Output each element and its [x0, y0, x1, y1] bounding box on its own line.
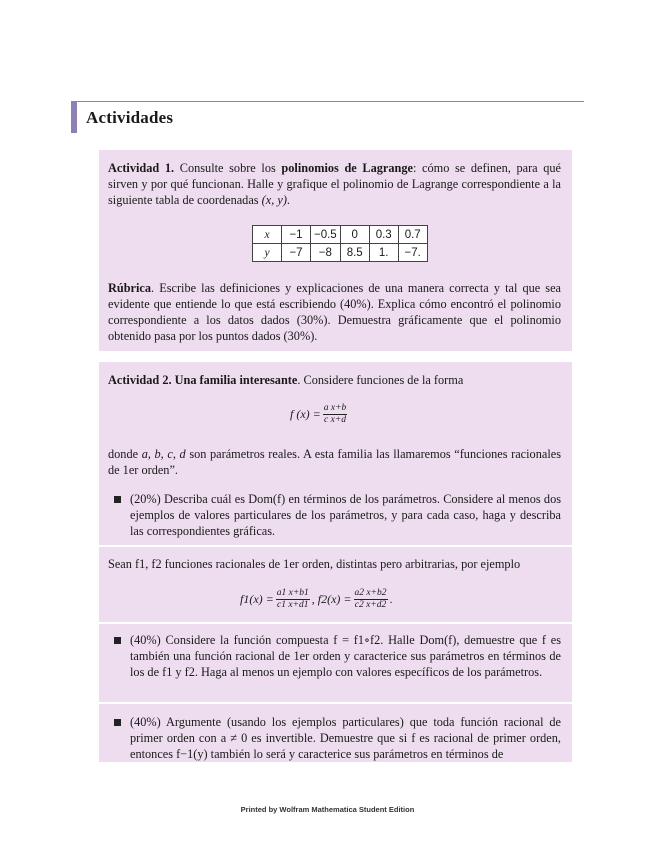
params-text	[108, 446, 561, 478]
print-footer: Printed by Wolfram Mathematica Student Edition	[240, 805, 415, 814]
params-vars: a, b, c, d	[141, 447, 186, 461]
activity-2-intro-text: . Considere funciones de la forma	[297, 373, 464, 387]
table-cell: 8.5	[340, 244, 369, 262]
activity-1-body: : cómo se definen, para qué sirven y por qué funcionan. Halle y grafique el polinomio de Lagrange correspondiente a la siguiente tabla de coordenadas	[108, 161, 562, 207]
bullet-item-2: (40%) Considere la función compuesta f = f1∘f2. Halle Dom(f), demuestre que f es también una función racional de 1er orden y caracterice sus parámetros en términos de los de f1 y f2. Haga al menos un ejemplo con valores específicos de los parámetros.	[130, 633, 561, 679]
bullet-marker	[114, 719, 121, 726]
params-body: son parámetros reales. A esta familia las llamaremos “funciones racionales de 1er orden”.	[108, 447, 561, 477]
table-cell: 0.3	[369, 226, 398, 244]
rubric-text	[108, 280, 561, 344]
table-header-x: x	[253, 226, 282, 244]
table-cell: −8	[311, 244, 341, 262]
f1-lhs: f1(x) =	[240, 592, 274, 606]
table-cell: 0.7	[398, 226, 427, 244]
formula-general	[290, 403, 349, 426]
formula-lhs: f (x) =	[290, 407, 321, 421]
table-cell: −0.5	[311, 226, 341, 244]
f1-denominator: c1 x+d1	[277, 600, 309, 610]
bullet-item-3: (40%) Argumente (usando los ejemplos particulares) que toda función racional de primer orden con a ≠ 0 es invertible. Demuestre que si f es racional de primer orden, entonces f−1(y) también lo será y caracterice sus parámetros en términos de	[130, 715, 561, 761]
bullet-item-1: (20%) Describa cuál es Dom(f) en términos de los parámetros. Considere al menos dos ejemplos de valores particulares de los parámetros, y para cada caso, haga y describa las correspondientes gráficas.	[130, 492, 561, 538]
divider	[99, 622, 572, 624]
table-cell: −7	[282, 244, 311, 262]
formula-numerator: a x+b	[323, 403, 347, 413]
divider	[99, 545, 572, 547]
table-cell: −7.	[398, 244, 427, 262]
activity-1-intro: Consulte sobre los	[179, 161, 276, 175]
formula-denominator: c x+d	[324, 415, 346, 425]
table-cell: −1	[282, 226, 311, 244]
table-row-y	[253, 244, 428, 262]
section-accent-bar	[71, 101, 77, 133]
section-rule	[77, 101, 584, 102]
coords-label: (x, y)	[261, 193, 287, 207]
f2-numerator: a2 x+b2	[354, 588, 387, 598]
activity-2-label: Actividad 2. Una familia interesante	[108, 373, 298, 387]
f1-numerator: a1 x+b1	[276, 588, 309, 598]
rubric-label: Rúbrica	[108, 281, 152, 295]
table-row-x	[253, 226, 428, 244]
divider	[99, 702, 572, 704]
coordinate-table	[252, 225, 428, 262]
section-title: Actividades	[86, 108, 174, 127]
lagrange-term: polinomios de Lagrange	[281, 161, 413, 175]
params-intro: donde	[108, 447, 139, 461]
f1-fraction	[276, 588, 310, 611]
f2-fraction	[354, 588, 388, 611]
bullet-marker	[114, 637, 121, 644]
sean-text: Sean f1, f2 funciones racionales de 1er orden, distintas pero arbitrarias, por ejemplo	[108, 557, 521, 571]
rubric-body: . Escribe las definiciones y explicaciones de una manera correcta y tal que sea evidente que entiende lo que está escribiendo (40%). Explica cómo encontró el polinomio correspondiente a los datos dados (30%). Demuestra gráficamente que el polinomio obtenido pasa por los puntos dados (30%).	[108, 281, 561, 343]
activity-1-text: Actividad 1. Consulte sobre los polinomios de Lagrange: cómo se definen, para qué sirven y por qué funcionan. Halle y grafique el polinomio de Lagrange correspondiente a la siguiente tabla de coordenadas (x, y).	[108, 161, 562, 207]
formula-f1-f2: f1(x) = $\frac{a1 x+b1}{c1 x+d1}$ , f2(x) = $\frac{a2 x+b2}{c2 x+d2}$ .	[240, 588, 393, 610]
table-cell: 1.	[369, 244, 398, 262]
formula-fraction	[323, 403, 348, 426]
f2-denominator: c2 x+d2	[354, 600, 387, 610]
activity-2-intro	[108, 372, 561, 388]
table-header-y: y	[253, 244, 282, 262]
table-cell: 0	[340, 226, 369, 244]
activity-1-label: Actividad 1.	[108, 161, 175, 175]
bullet-marker	[114, 496, 121, 503]
f2-lhs: , f2(x) =	[311, 592, 352, 606]
